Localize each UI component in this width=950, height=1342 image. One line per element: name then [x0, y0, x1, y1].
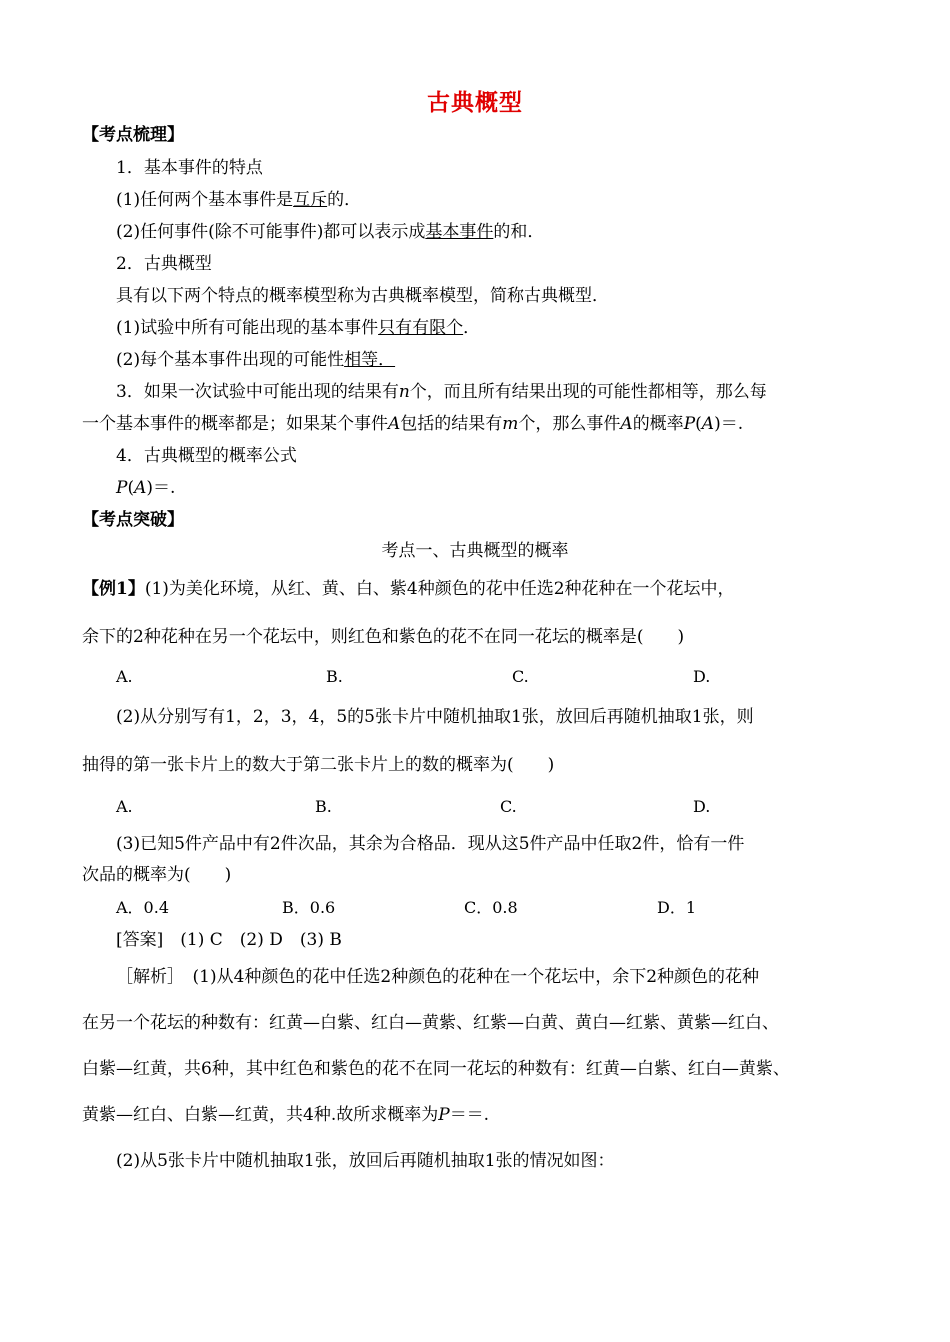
point-3-line2: 一个基本事件的概率都是；如果某个事件A包括的结果有m个，那么事件A的概率P(A)＝. [82, 414, 744, 434]
answer-blank: 只有有限个 [378, 318, 464, 338]
probability-formula: P(A)＝. [116, 478, 176, 498]
analysis-line-4: 黄紫—红白、白紫—红黄，共4种.故所求概率为P＝＝. [82, 1105, 490, 1125]
point-1-1: (1)任何两个基本事件是互斥的． [116, 190, 362, 210]
point-2-intro: 具有以下两个特点的概率模型称为古典概率模型，简称古典概型． [116, 286, 609, 306]
example-1-q3-line1: (3)已知5件产品中有2件次品，其余为合格品．现从这5件产品中任取2件，恰有一件 [116, 834, 745, 854]
point-2-label: 2．古典概型 [116, 254, 212, 274]
section-heading-review: 【考点梳理】 [82, 125, 184, 145]
answer-blank: 互斥 [293, 190, 328, 210]
option-d: D. [693, 667, 711, 686]
answer-blank: 相等． [344, 350, 396, 370]
point-3-line1: 3．如果一次试验中可能出现的结果有n个，而且所有结果出现的可能性都相等，那么每 [116, 382, 767, 402]
option-b: B. [326, 667, 343, 686]
option-c: C. [500, 797, 517, 816]
option-a: A．0.4 [116, 898, 170, 917]
point-1-label: 1．基本事件的特点 [116, 158, 263, 178]
analysis-line-2: 在另一个花坛的种数有：红黄—白紫、红白—黄紫、红紫—白黄、黄白—红紫、黄紫—红白、 [82, 1013, 779, 1033]
option-d: D．1 [657, 898, 697, 917]
analysis-line-1: ［解析］ (1)从4种颜色的花中任选2种颜色的花种在一个花坛中，余下2种颜色的花种 [116, 967, 760, 987]
option-b: B. [315, 797, 332, 816]
point-2-2: (2)每个基本事件出现的可能性相等． [116, 350, 396, 370]
page-title: 古典概型 [427, 89, 523, 116]
point-4-label: 4．古典概型的概率公式 [116, 446, 297, 466]
topic-heading: 考点一、古典概型的概率 [381, 541, 569, 561]
section-heading-breakthrough: 【考点突破】 [82, 510, 184, 530]
option-a: A. [116, 667, 133, 686]
answer-line: [答案] (1) C (2) D (3) B [116, 930, 342, 950]
option-a: A. [116, 797, 133, 816]
answer-blank: 基本事件 [425, 222, 494, 242]
option-b: B．0.6 [282, 898, 336, 917]
example-1-q2-line1: (2)从分别写有1，2，3，4，5的5张卡片中随机抽取1张，放回后再随机抽取1张，则 [116, 707, 754, 727]
point-2-1: (1)试验中所有可能出现的基本事件只有有限个． [116, 318, 481, 338]
example-1-q2-line2: 抽得的第一张卡片上的数大于第二张卡片上的数的概率为( ) [82, 755, 555, 775]
analysis-line-3: 白紫—红黄，共6种，其中红色和紫色的花不在同一花坛的种数有：红黄—白紫、红白—黄紫、 [82, 1059, 790, 1079]
option-d: D. [693, 797, 711, 816]
option-c: C．0.8 [464, 898, 518, 917]
option-c: C. [512, 667, 529, 686]
point-1-2: (2)任何事件(除不可能事件)都可以表示成基本事件的和． [116, 222, 545, 242]
example-1-q1-line2: 余下的2种花种在另一个花坛中，则红色和紫色的花不在同一花坛的概率是( ) [82, 627, 685, 647]
analysis-line-5: (2)从5张卡片中随机抽取1张，放回后再随机抽取1张的情况如图： [116, 1151, 615, 1171]
example-1-q3-line2: 次品的概率为( ) [82, 865, 232, 885]
example-1-q1-line1: 【例1】(1)为美化环境，从红、黄、白、紫4种颜色的花中任选2种花种在一个花坛中， [82, 579, 735, 599]
